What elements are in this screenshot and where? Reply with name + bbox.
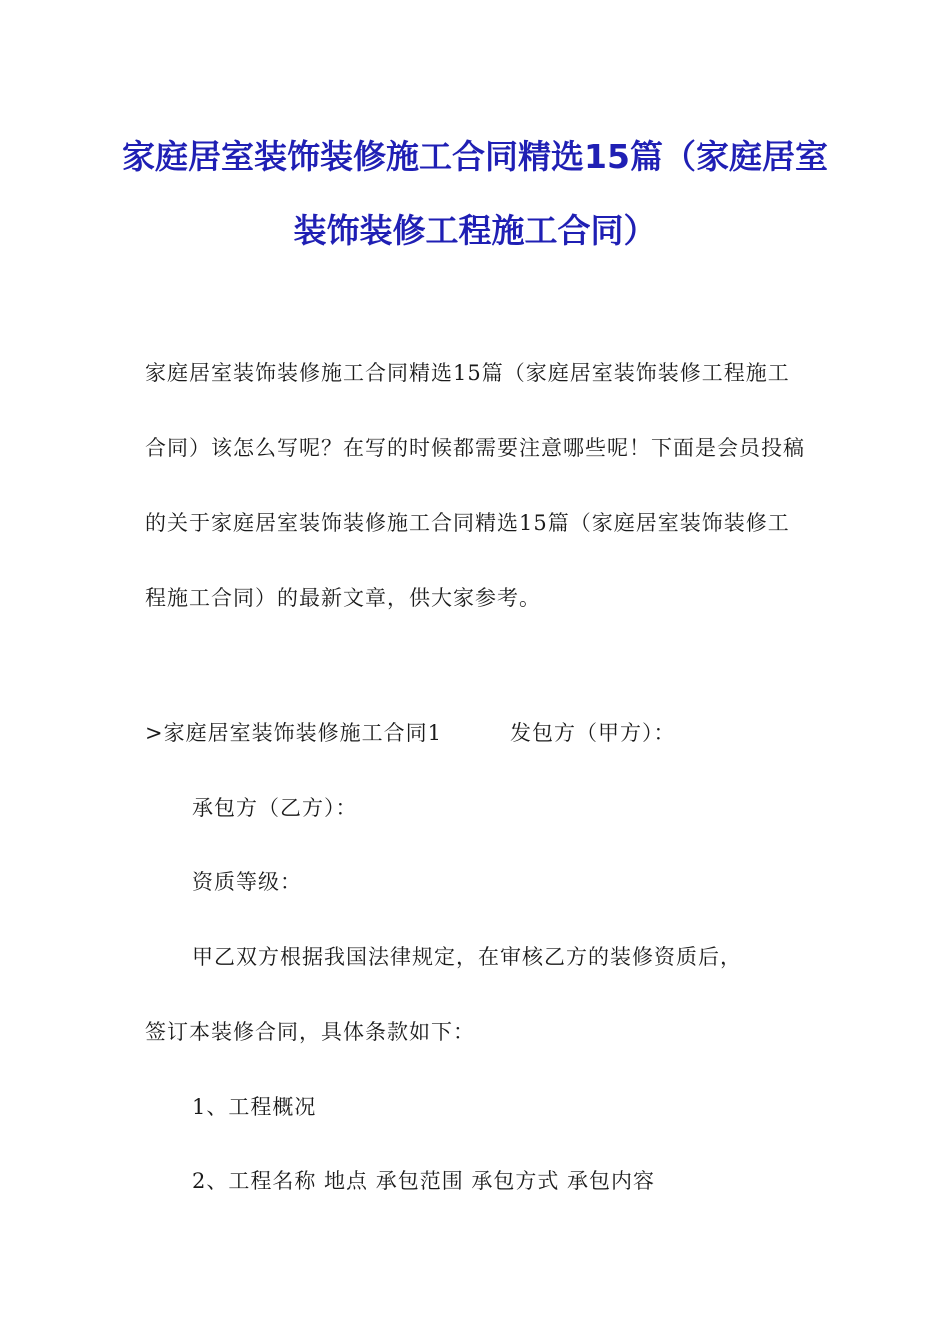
document-title: 家庭居室装饰装修施工合同精选15篇（家庭居室装饰装修工程施工合同） [122, 137, 828, 250]
party-b-label: 承包方（乙方）： [192, 796, 358, 820]
agreement-text-line2: 签订本装修合同，具体条款如下： [145, 1020, 475, 1044]
intro-paragraph: 家庭居室装饰装修施工合同精选15篇（家庭居室装饰装修工程施工合同）该怎么写呢？在写的时候都需要注意哪些呢！下面是会员投稿的关于家庭居室装饰装修施工合同精选15篇（家庭居室装饰装修工程施工合同）的最新文章，供大家参考。 [145, 361, 805, 610]
agreement-text-line1: 甲乙双方根据我国法律规定，在审核乙方的装修资质后， [192, 945, 742, 969]
clause-2-heading: 2、工程名称 地点 承包范围 承包方式 承包内容 [192, 1169, 656, 1193]
clause-1-heading: 1、工程概况 [192, 1095, 317, 1119]
qualification-label: 资质等级： [192, 870, 302, 894]
section-heading: >家庭居室装饰装修施工合同1 [145, 721, 442, 745]
party-a-label: 发包方（甲方）： [510, 721, 676, 745]
